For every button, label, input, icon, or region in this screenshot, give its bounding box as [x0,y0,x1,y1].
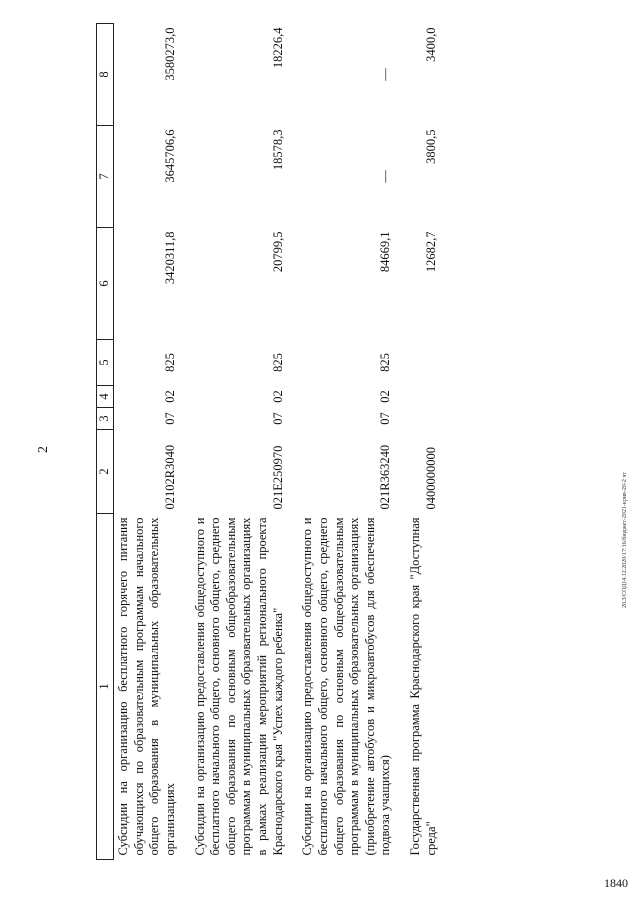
header-col-1: 1 [97,514,114,860]
row-expense-type: 825 [162,353,177,372]
header-col-8: 8 [97,24,114,126]
row-target-code: 0400000000 [423,447,438,510]
row-expense-type: 825 [378,353,393,372]
row-section: 07 [270,412,285,425]
row-section: 07 [162,412,177,425]
row-amount-col6: 84669,1 [378,231,393,273]
row-amount-col8: — [378,68,393,81]
row-amount-col8: 18226,4 [270,27,285,69]
row-amount-col8: 3580273,0 [162,27,177,81]
folio-number: 1840 [604,876,628,890]
header-col-3: 3 [97,408,114,430]
row-section [406,408,441,430]
row-subsection: 02 [378,390,393,403]
row-description: Субсидии на организацию бесплатного горячего питания обучающихся по образовательным программам начального общего образования в муниципальных образовательных организациях [116,517,177,856]
row-subsection: 02 [270,390,285,403]
row-target-code: 02102R3040 [162,444,177,510]
row-expense-type [406,340,441,386]
row-subsection: 02 [162,390,177,403]
header-col-4: 4 [97,386,114,408]
budget-table [96,23,441,860]
row-amount-col7: 3800,5 [423,129,438,164]
budget-table-sheet [96,24,640,860]
row-target-code: 021R363240 [378,444,393,510]
row-target-code: 021E250970 [270,445,285,510]
row-description: Субсидии на организацию предоставления общедоступного и бесплатного начального общего, основного общего, среднего общего образования по основным общеобразовательным программам в муниципальных образовательных организациях в рамках реализации мероприятий регионального проекта Краснодарского края "Успех каждого ребенка" [192,517,285,856]
row-subsection [406,386,441,408]
header-col-7: 7 [97,126,114,228]
table-header-row [97,24,114,860]
table-row [114,24,181,860]
row-expense-type: 825 [270,353,285,372]
row-amount-col7: 3645706,6 [162,129,177,183]
document-side-note: 20.3/СОД14.12.2020/17:16/бюджет-2021-крив-20-2 чт [622,471,628,608]
header-col-2: 2 [97,430,114,514]
header-col-6: 6 [97,228,114,340]
header-col-5: 5 [97,340,114,386]
row-description: Субсидии на организацию предоставления общедоступного и бесплатного начального общего, основного общего, среднего общего образования по основным общеобразовательным программам в муниципальных образовательных организациях (приобретение автобусов и микроавтобусов для обеспечения подвоза учащихся) [300,517,393,856]
row-amount-col6: 3420311,8 [162,231,177,285]
row-amount-col7: 18578,3 [270,129,285,171]
table-row [191,24,289,860]
row-amount-col8: 3400,0 [423,27,438,62]
row-amount-col6: 20799,5 [270,231,285,273]
row-description: Государственная программа Краснодарского края "Доступная среда" [408,517,438,856]
row-amount-col6: 12682,7 [423,231,438,273]
table-row [298,24,396,860]
table-row [406,24,441,860]
row-section: 07 [378,412,393,425]
row-amount-col7: — [378,170,393,183]
page-number: 2 [36,446,51,453]
